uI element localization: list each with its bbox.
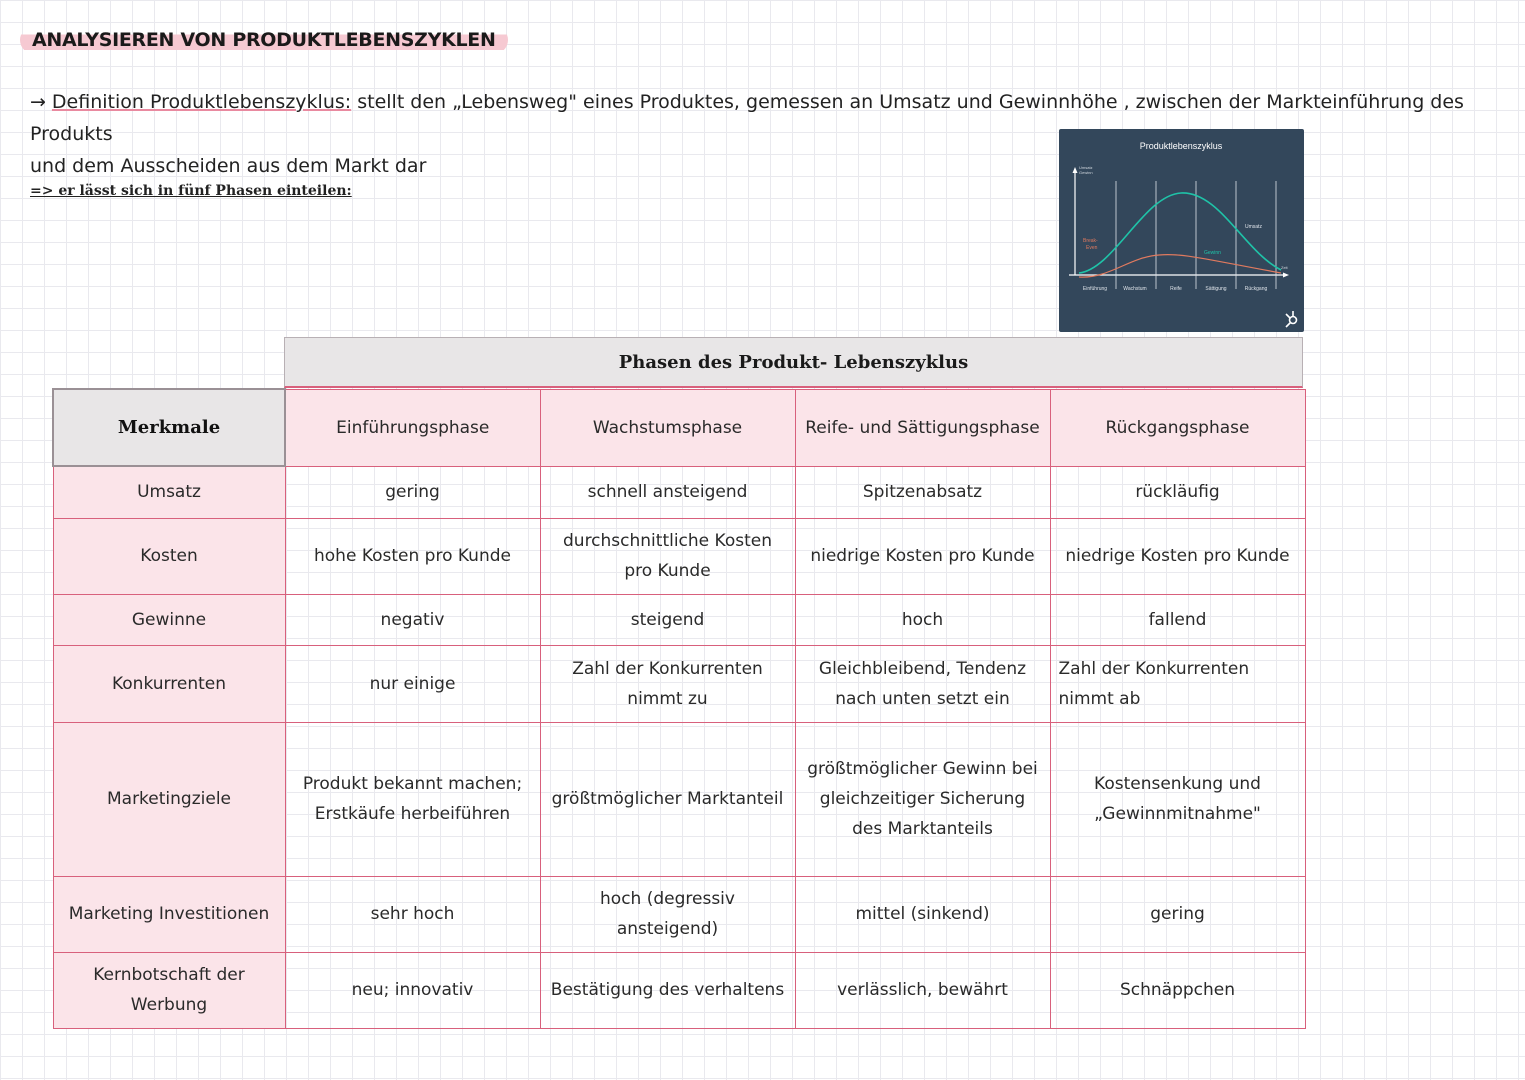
table-cell: größtmöglicher Gewinn bei gleichzeitiger Sicherung des Marktanteils bbox=[795, 722, 1050, 876]
table-cell: niedrige Kosten pro Kunde bbox=[795, 518, 1050, 594]
table-cell: Zahl der Konkurrenten nimmt zu bbox=[540, 645, 795, 722]
row-label: Konkurrenten bbox=[53, 645, 285, 722]
table-cell: größtmöglicher Marktanteil bbox=[540, 722, 795, 876]
x-axis-label: Zeit bbox=[1281, 265, 1288, 270]
definition-text-line1: stellt den „Lebensweg" eines Produktes, gemessen an Umsatz und Gewinnhöhe , zwischen der Markteinführung des Produkts bbox=[30, 91, 1464, 145]
y-axis-arrow-icon bbox=[1073, 167, 1078, 173]
phase-label-3: Reife bbox=[1170, 286, 1182, 292]
table-cell: rückläufig bbox=[1050, 466, 1305, 518]
table-cell: Produkt bekannt machen; Erstkäufe herbeiführen bbox=[285, 722, 540, 876]
table-cell: Gleichbleibend, Tendenz nach unten setzt ein bbox=[795, 645, 1050, 722]
table-cell: mittel (sinkend) bbox=[795, 876, 1050, 952]
row-label: Marketing Investitionen bbox=[53, 876, 285, 952]
table-cell: gering bbox=[285, 466, 540, 518]
x-axis-arrow-icon bbox=[1283, 273, 1289, 278]
table-cell: Kostensenkung und „Gewinnmitnahme" bbox=[1050, 722, 1305, 876]
table-cell: Schnäppchen bbox=[1050, 952, 1305, 1028]
row-label: Gewinne bbox=[53, 594, 285, 645]
table-cell: durchschnittliche Kosten pro Kunde bbox=[540, 518, 795, 594]
break-even-label-1: Break- bbox=[1083, 238, 1098, 244]
table-cell: neu; innovativ bbox=[285, 952, 540, 1028]
chart-svg bbox=[1059, 129, 1304, 332]
table-row bbox=[53, 594, 1305, 645]
table-cell: hohe Kosten pro Kunde bbox=[285, 518, 540, 594]
profit-curve bbox=[1079, 255, 1281, 278]
row-label: Kernbotschaft der Werbung bbox=[53, 952, 285, 1028]
phase-label-4: Sättigung bbox=[1205, 286, 1227, 292]
table-row bbox=[53, 876, 1305, 952]
table-cell: Spitzenabsatz bbox=[795, 466, 1050, 518]
table-cell: sehr hoch bbox=[285, 876, 540, 952]
product-lifecycle-chart bbox=[1059, 129, 1304, 332]
y-axis-label-1: Umsatz bbox=[1079, 165, 1093, 170]
page-title: ANALYSIEREN VON PRODUKTLEBENSZYKLEN bbox=[20, 26, 508, 54]
arrow-icon: → bbox=[30, 91, 46, 113]
row-label: Umsatz bbox=[53, 466, 285, 518]
table-row bbox=[53, 466, 1305, 518]
phase-header-decline: Rückgangsphase bbox=[1050, 389, 1305, 466]
revenue-series-label: Umsatz bbox=[1245, 224, 1262, 230]
definition-text-line2: und dem Ausscheiden aus dem Markt dar bbox=[30, 155, 427, 177]
phase-header-growth: Wachstumsphase bbox=[540, 389, 795, 466]
hubspot-sprocket-icon bbox=[1286, 311, 1297, 327]
profit-series-label: Gewinn bbox=[1204, 250, 1221, 256]
table-cell: verlässlich, bewährt bbox=[795, 952, 1050, 1028]
phase-header-introduction: Einführungsphase bbox=[285, 389, 540, 466]
definition-term: Definition Produktlebenszyklus: bbox=[51, 91, 352, 113]
table-cell: gering bbox=[1050, 876, 1305, 952]
break-even-label-2: Even bbox=[1086, 245, 1098, 251]
row-label: Marketingziele bbox=[53, 722, 285, 876]
phase-label-2: Wachstum bbox=[1123, 286, 1147, 292]
phase-label-5: Rückgang bbox=[1244, 286, 1268, 292]
y-axis-label-2: Gewinn bbox=[1079, 170, 1093, 175]
row-label: Kosten bbox=[53, 518, 285, 594]
phase-label-1: Einführung bbox=[1082, 286, 1108, 292]
table-row bbox=[53, 952, 1305, 1028]
features-header: Merkmale bbox=[53, 389, 285, 466]
table-cell: Zahl der Konkurrenten nimmt ab bbox=[1050, 645, 1305, 722]
table-header-row bbox=[53, 389, 1305, 466]
table-cell: fallend bbox=[1050, 594, 1305, 645]
table-row bbox=[53, 645, 1305, 722]
table-cell: niedrige Kosten pro Kunde bbox=[1050, 518, 1305, 594]
table-cell: negativ bbox=[285, 594, 540, 645]
phase-header-maturity: Reife- und Sättigungsphase bbox=[795, 389, 1050, 466]
lifecycle-table bbox=[52, 388, 1306, 1029]
phases-note: => er lässt sich in fünf Phasen einteilen: bbox=[30, 183, 352, 199]
table-cell: schnell ansteigend bbox=[540, 466, 795, 518]
phases-group-header: Phasen des Produkt- Lebenszyklus bbox=[284, 337, 1303, 388]
chart-title: Produktlebenszyklus bbox=[1139, 141, 1223, 151]
table-cell: steigend bbox=[540, 594, 795, 645]
table-row bbox=[53, 722, 1305, 876]
table-row bbox=[53, 518, 1305, 594]
revenue-curve bbox=[1079, 193, 1281, 273]
table-cell: hoch bbox=[795, 594, 1050, 645]
table-cell: hoch (degressiv ansteigend) bbox=[540, 876, 795, 952]
table-cell: nur einige bbox=[285, 645, 540, 722]
table-cell: Bestätigung des verhaltens bbox=[540, 952, 795, 1028]
